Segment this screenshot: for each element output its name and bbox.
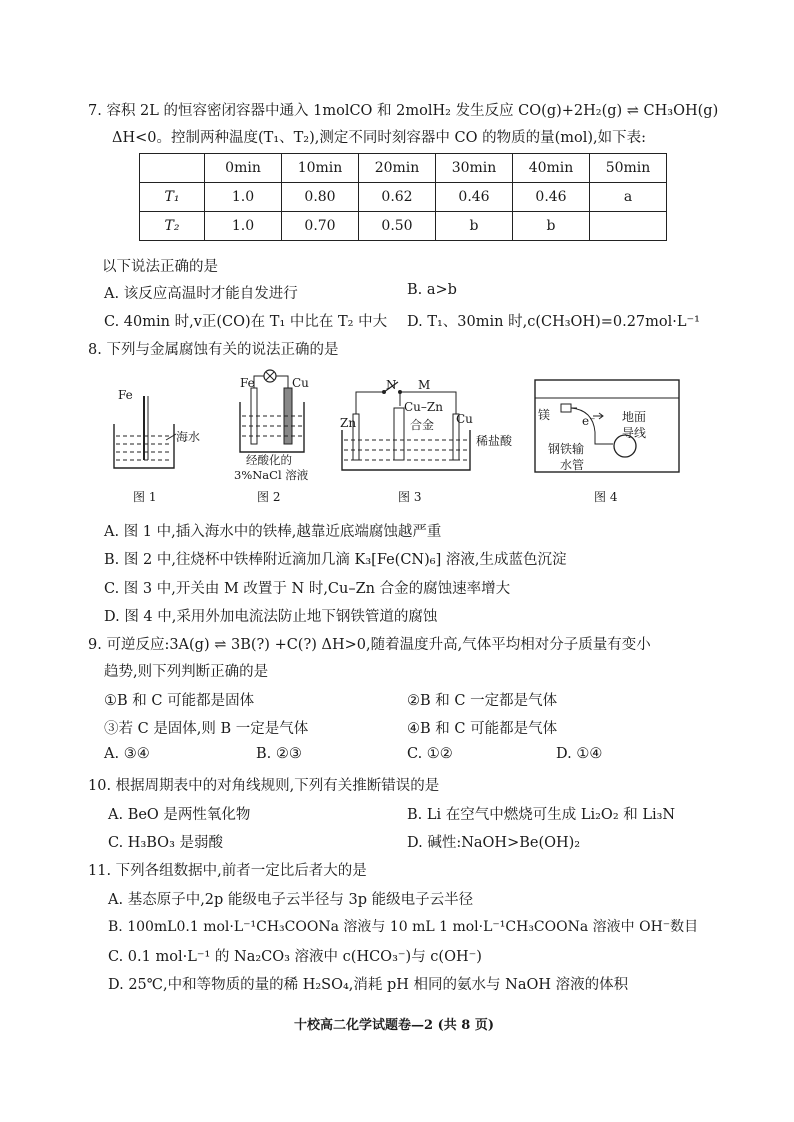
table-cell: 10min — [282, 154, 359, 183]
table-cell: 0.80 — [282, 183, 359, 212]
q8-option-a: A. 图 1 中,插入海水中的铁棒,越靠近底端腐蚀越严重 — [104, 524, 442, 540]
q9-line2: 趋势,则下列判断正确的是 — [104, 664, 269, 680]
page-footer: 十校高二化学试题卷—2 (共 8 页) — [294, 1018, 494, 1033]
table-cell: 20min — [359, 154, 436, 183]
figure-3-cell — [336, 378, 476, 478]
table-cell: 30min — [436, 154, 513, 183]
table-cell: 40min — [513, 154, 590, 183]
q10-option-b: B. Li 在空气中燃烧可生成 Li₂O₂ 和 Li₃N — [407, 807, 676, 823]
q10-option-a: A. BeO 是两性氧化物 — [108, 807, 251, 823]
q11-option-a: A. 基态原子中,2p 能级电子云半径与 3p 能级电子云半径 — [108, 892, 474, 908]
fig4-ground-line2: 导线 — [622, 426, 647, 440]
q7-option-a: A. 该反应高温时才能自发进行 — [104, 286, 298, 302]
fig2-caption: 图 2 — [257, 490, 281, 504]
q9-statement-1: ①B 和 C 可能都是固体 — [104, 693, 255, 709]
q8-option-b: B. 图 2 中,往烧杯中铁棒附近滴加几滴 K₃[Fe(CN)₆] 溶液,生成蓝色沉淀 — [104, 552, 567, 568]
fig1-fe-label: Fe — [118, 388, 133, 402]
q7-option-b: B. a>b — [407, 282, 457, 298]
table-cell: 50min — [590, 154, 667, 183]
fig3-alloy-line2: 合金 — [410, 418, 435, 432]
q11-option-b: B. 100mL0.1 mol·L⁻¹CH₃COONa 溶液与 10 mL 1 mol·L⁻¹CH₃COONa 溶液中 OH⁻数目 — [108, 919, 699, 935]
table-cell: T₂ — [140, 212, 205, 241]
table-cell: 0.50 — [359, 212, 436, 241]
table-cell: 0.46 — [513, 183, 590, 212]
fig4-mg-label: 镁 — [538, 408, 551, 422]
table-cell: 0.62 — [359, 183, 436, 212]
q10-option-c: C. H₃BO₃ 是弱酸 — [108, 835, 223, 851]
figure-4-ground — [533, 378, 681, 474]
q7-option-c: C. 40min 时,v正(CO)在 T₁ 中比在 T₂ 中大 — [104, 314, 388, 330]
q7-stem: 以下说法正确的是 — [102, 259, 218, 275]
table-cell: 1.0 — [205, 212, 282, 241]
q8-option-c: C. 图 3 中,开关由 M 改置于 N 时,Cu–Zn 合金的腐蚀速率增大 — [104, 581, 511, 597]
fig3-alloy-line1: Cu–Zn — [404, 400, 443, 414]
fig1-caption: 图 1 — [133, 490, 157, 504]
q9-option-b: B. ②③ — [256, 746, 302, 762]
q9-statement-2: ②B 和 C 一定都是气体 — [407, 693, 558, 709]
table-row — [140, 183, 667, 212]
q8-option-d: D. 图 4 中,采用外加电流法防止地下钢铁管道的腐蚀 — [104, 609, 438, 625]
q9-option-a: A. ③④ — [104, 746, 150, 762]
fig4-ground-line1: 地面 — [622, 410, 647, 424]
q9-statement-4: ④B 和 C 可能都是气体 — [407, 721, 558, 737]
table-cell: 0min — [205, 154, 282, 183]
fig4-caption: 图 4 — [594, 490, 618, 504]
table-cell: 1.0 — [205, 183, 282, 212]
table-cell: 0.70 — [282, 212, 359, 241]
q9-statement-3: ③若 C 是固体,则 B 一定是气体 — [104, 721, 309, 737]
table-cell: a — [590, 183, 667, 212]
fig2-cu-label: Cu — [292, 376, 309, 390]
q11-option-c: C. 0.1 mol·L⁻¹ 的 Na₂CO₃ 溶液中 c(HCO₃⁻)与 c(OH⁻) — [108, 949, 482, 965]
table-cell — [590, 212, 667, 241]
fig3-caption: 图 3 — [398, 490, 422, 504]
table-cell: 0.46 — [436, 183, 513, 212]
q7-table — [139, 153, 667, 241]
table-header-row — [140, 154, 667, 183]
table-cell: T₁ — [140, 183, 205, 212]
q9-option-c: C. ①② — [407, 746, 453, 762]
fig4-pipe-line1: 钢铁输 — [548, 442, 585, 456]
fig2-fe-label: Fe — [240, 376, 255, 390]
fig4-electron-label: e⁻ — [582, 414, 596, 428]
fig3-cu-label: Cu — [456, 412, 473, 426]
fig2-solution-line1: 经酸化的 — [246, 453, 292, 467]
fig3-switch-m: M — [418, 378, 431, 392]
fig3-zn-label: Zn — [340, 416, 357, 430]
q7-line1: 7. 容积 2L 的恒容密闭容器中通入 1molCO 和 2molH₂ 发生反应 CO(g)+2H₂(g) ⇌ CH₃OH(g) — [88, 103, 719, 119]
fig1-seawater-label: 海水 — [176, 430, 201, 444]
table-cell: b — [513, 212, 590, 241]
q11-option-d: D. 25℃,中和等物质的量的稀 H₂SO₄,消耗 pH 相同的氨水与 NaOH 溶液的体积 — [108, 977, 629, 993]
fig2-solution-line2: 3%NaCl 溶液 — [234, 468, 309, 482]
q11-stem: 11. 下列各组数据中,前者一定比后者大的是 — [88, 863, 367, 879]
fig3-acid-label: 稀盐酸 — [476, 434, 513, 448]
fig4-pipe-line2: 水管 — [560, 458, 585, 472]
q8-stem: 8. 下列与金属腐蚀有关的说法正确的是 — [88, 342, 339, 358]
q7-option-d: D. T₁、30min 时,c(CH₃OH)=0.27mol·L⁻¹ — [407, 314, 700, 330]
q10-option-d: D. 碱性:NaOH>Be(OH)₂ — [407, 835, 581, 851]
table-cell — [140, 154, 205, 183]
q9-line1: 9. 可逆反应:3A(g) ⇌ 3B(?) +C(?) ΔH>0,随着温度升高,气体平均相对分子质量有变小 — [88, 637, 651, 653]
q10-stem: 10. 根据周期表中的对角线规则,下列有关推断错误的是 — [88, 778, 440, 794]
q7-line2: ΔH<0。控制两种温度(T₁、T₂),测定不同时刻容器中 CO 的物质的量(mol),如下表: — [112, 130, 647, 146]
fig3-switch-n: N — [386, 378, 397, 392]
table-row — [140, 212, 667, 241]
q9-option-d: D. ①④ — [556, 746, 603, 762]
table-cell: b — [436, 212, 513, 241]
